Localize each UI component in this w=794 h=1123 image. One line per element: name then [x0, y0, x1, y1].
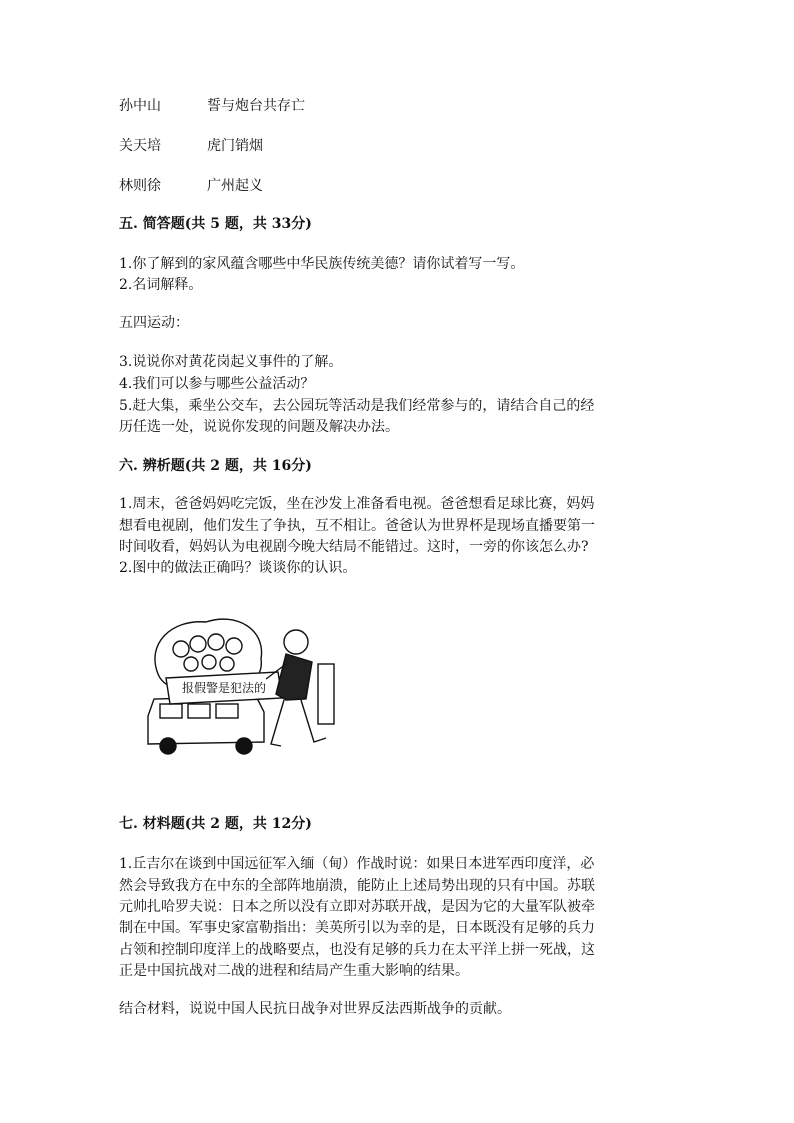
match-left-3: 林则徐 — [119, 178, 161, 194]
section7-title: 七. 材料题(共 2 题，共 12分) — [119, 816, 312, 832]
match-left-2: 关天培 — [119, 138, 161, 154]
section6-title: 六. 辨析题(共 2 题，共 16分) — [119, 458, 312, 474]
section6-q1-line1: 1.周末，爸爸妈妈吃完饭，坐在沙发上准备看电视。爸爸想看足球比赛，妈妈 — [119, 496, 595, 512]
phone-booth — [318, 664, 334, 724]
section5-q5-line1: 5.赶大集，乘坐公交车，去公园玩等活动是我们经常参与的，请结合自己的经 — [119, 398, 595, 414]
crowd-head-3 — [208, 634, 224, 650]
section6-q1-line2: 想看电视剧，他们发生了争执，互不相让。爸爸认为世界杯是现场直播要第一 — [119, 518, 595, 534]
crowd-head-2 — [190, 636, 206, 652]
man-leg-right — [301, 700, 326, 742]
man-leg-left — [271, 700, 284, 746]
match-right-3: 广州起义 — [207, 178, 263, 194]
bus-window-2 — [188, 704, 210, 718]
section7-material-line5: 占领和控制印度洋上的战略要点，也没有足够的兵力在太平洋上拼一死战，这 — [119, 942, 595, 958]
section7-material-line4: 制在中国。军事史家富勒指出：美英所引以为幸的是，日本既没有足够的兵力 — [119, 920, 595, 936]
man-head — [284, 630, 308, 654]
section6-q2: 2.图中的做法正确吗？谈谈你的认识。 — [119, 560, 357, 576]
bus-wheel-2 — [236, 738, 252, 754]
match-right-1: 誓与炮台共存亡 — [207, 98, 305, 114]
crowd-head-7 — [220, 657, 234, 671]
section5-q2: 2.名词解释。 — [119, 277, 203, 293]
cartoon-sign-text: 报假警是犯法的 — [181, 681, 267, 695]
section5-q1: 1.你了解到的家风蕴含哪些中华民族传统美德？请你试着写一写。 — [119, 256, 525, 272]
section7-question: 结合材料，说说中国人民抗日战争对世界反法西斯战争的贡献。 — [119, 1001, 511, 1017]
bus-window-1 — [160, 704, 182, 718]
section7-material-line6: 正是中国抗战对二战的进程和结局产生重大影响的结果。 — [119, 963, 469, 979]
section5-q4: 4.我们可以参与哪些公益活动？ — [119, 376, 315, 392]
section7-material-line1: 1.丘吉尔在谈到中国远征军入缅（甸）作战时说：如果日本进军西印度洋，必 — [119, 856, 595, 872]
cartoon-illustration — [136, 604, 338, 759]
section5-title: 五. 简答题(共 5 题，共 33分) — [119, 216, 312, 232]
crowd-head-1 — [173, 641, 189, 657]
man-body — [276, 654, 312, 700]
section5-q2-term: 五四运动： — [119, 315, 189, 331]
section6-q1-line3: 时间收看，妈妈认为电视剧今晚大结局不能错过。这时，一旁的你该怎么办? — [119, 539, 589, 555]
bus-wheel-1 — [160, 738, 176, 754]
section7-material-line2: 然会导致我方在中东的全部阵地崩溃，能防止上述局势出现的只有中国。苏联 — [119, 878, 595, 894]
match-right-2: 虎门销烟 — [207, 138, 263, 154]
match-left-1: 孙中山 — [119, 98, 161, 114]
section7-material-line3: 元帅扎哈罗夫说：日本之所以没有立即对苏联开战，是因为它的大量军队被牵 — [119, 899, 595, 915]
bus-window-3 — [216, 704, 238, 718]
crowd-head-4 — [226, 638, 242, 654]
crowd-head-6 — [202, 655, 216, 669]
bus-body — [148, 696, 264, 744]
section5-q5-line2: 历任选一处，说说你发现的问题及解决办法。 — [119, 419, 399, 435]
section5-q3: 3.说说你对黄花岗起义事件的了解。 — [119, 354, 343, 370]
crowd-head-5 — [184, 657, 198, 671]
